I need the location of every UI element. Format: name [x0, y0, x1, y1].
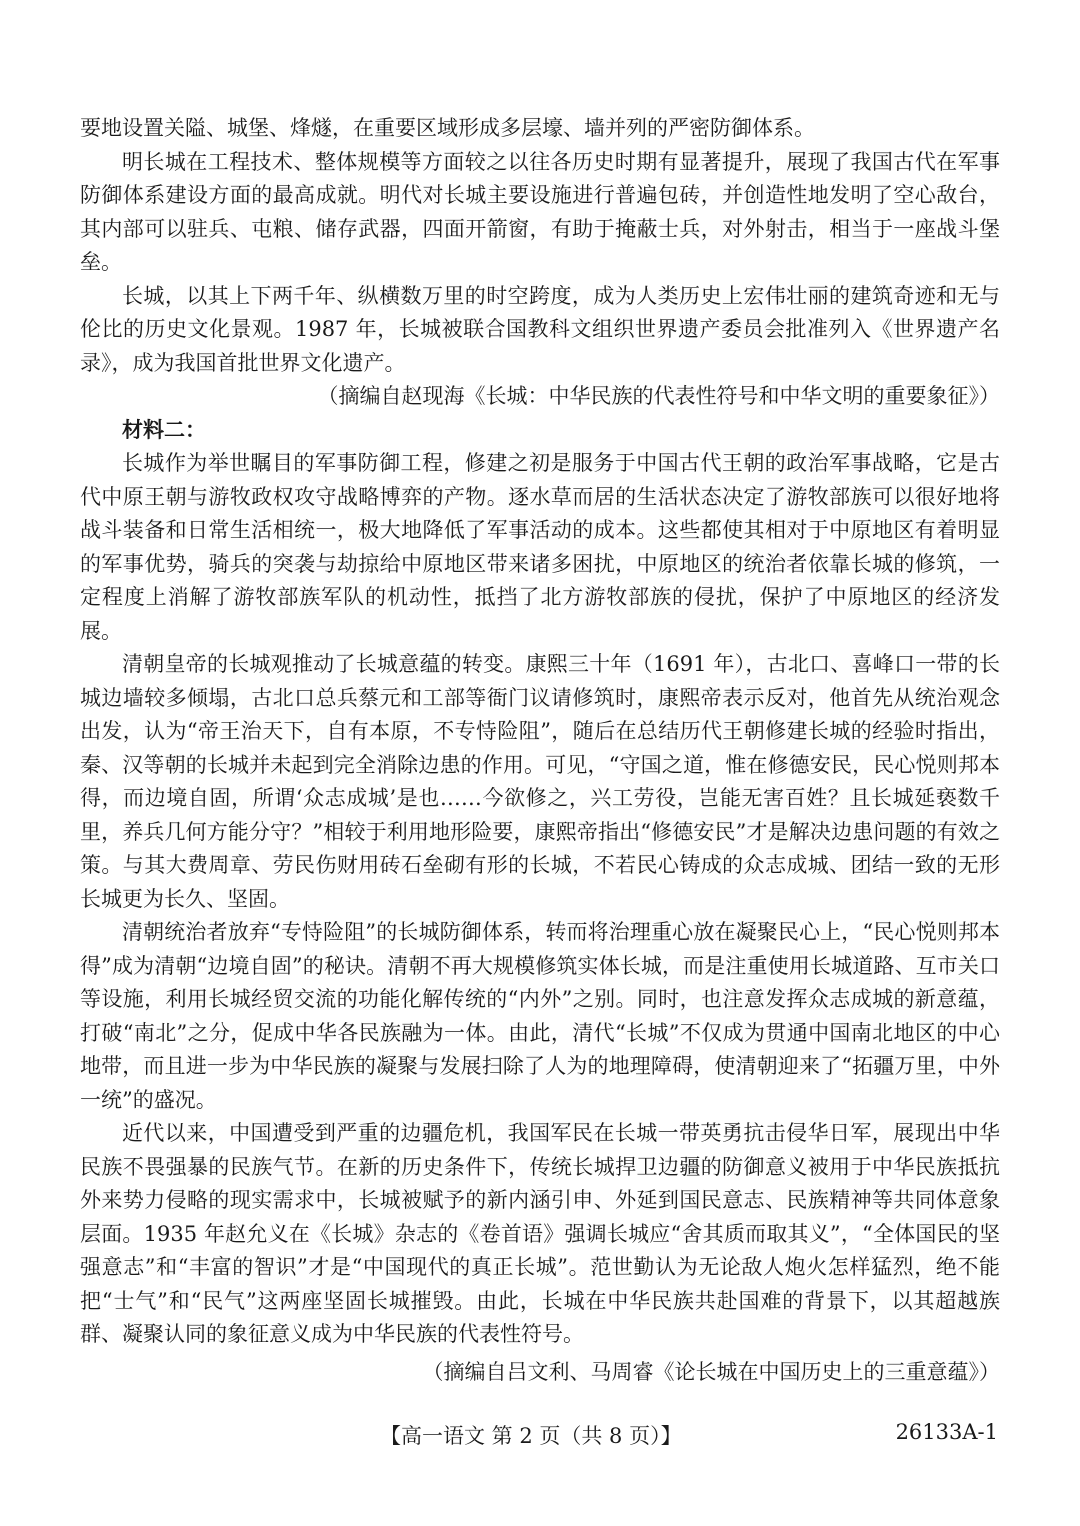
paragraph-military-defense: 长城作为举世瞩目的军事防御工程，修建之初是服务于中国古代王朝的政治军事战略，它是古代中原王朝与游牧政权攻守战略博弈的产物。逐水草而居的生活状态决定了游牧部族可以很好地将战斗装备和日常生活相统一，极大地降低了军事活动的成本。这些都使其相对于中原地区有着明显的军事优势，骑兵的突袭与劫掠给中原地区带来诸多困扰，中原地区的统治者依靠长城的修筑，一定程度上消解了游牧部族军队的机动性，抵挡了北方游牧部族的侵扰，保护了中原地区的经济发展。 [80, 451, 1000, 643]
paragraph-world-heritage: 长城，以其上下两千年、纵横数万里的时空跨度，成为人类历史上宏伟壮丽的建筑奇迹和无与伦比的历史文化景观。1987 年，长城被联合国教科文组织世界遗产委员会批准列入《世界遗产名录》，成为我国首批世界文化遗产。 [80, 283, 1000, 375]
material-two-heading: 材料二： [122, 417, 206, 442]
source-citation-2: （摘编自吕文利、马周睿《论长城在中国历史上的三重意蕴》） [422, 1359, 1000, 1384]
paragraph-modern-symbol: 近代以来，中国遭受到严重的边疆危机，我国军民在长城一带英勇抗击侵华日军，展现出中华民族不畏强暴的民族气节。在新的历史条件下，传统长城捍卫边疆的防御意义被用于中华民族抵抗外来势力侵略的现实需求中，长城被赋予的新内涵引申、外延到国民意志、民族精神等共同体意象层面。1935 年赵允义在《长城》杂志的《卷首语》强调长城应“舍其质而取其义”，“全体国民的坚强意志”和“丰富的智识”才是“中国现代的真正长城”。范世勤认为无论敌人炮火怎样猛烈，绝不能把“士气”和“民气”这两座坚固长城摧毁。由此，长城在中华民族共赴国难的背景下，以其超越族群、凝聚认同的象征意义成为中华民族的代表性符号。 [80, 1121, 1000, 1346]
footer-page-number: 【高一语文 第 2 页（共 8 页）】 [380, 1424, 682, 1448]
source-citation-1: （摘编自赵现海《长城：中华民族的代表性符号和中华文明的重要象征》） [317, 384, 1000, 408]
paragraph-qing-emperor-view: 清朝皇帝的长城观推动了长城意蕴的转变。康熙三十年（1691 年），古北口、喜峰口一带的长城边墙较多倾塌，古北口总兵蔡元和工部等衙门议请修筑时，康熙帝表示反对，他首先从统治观念出发，认为“帝王治天下，自有本原，不专恃险阻”，随后在总结历代王朝修建长城的经验时指出，秦、汉等朝的长城并未起到完全消除边患的作用。可见，“守国之道，惟在修德安民，民心悦则邦本得，而边境自固，所谓‘众志成城’是也……今欲修之，兴工劳役，岂能无害百姓？且长城延亵数千里，养兵几何方能分守？”相较于利用地形险要，康熙帝指出“修德安民”才是解决边患问题的有效之策。与其大费周章、劳民伤财用砖石垒砌有形的长城，不若民心铸成的众志成城、团结一致的无形长城更为长久、坚固。 [80, 652, 1000, 911]
page-footer [0, 1420, 1080, 1460]
document-body [80, 112, 1000, 1389]
paragraph-continuation: 要地设置关隘、城堡、烽燧，在重要区域形成多层壕、墙并列的严密防御体系。 [80, 116, 815, 140]
footer-exam-code: 26133A-1 [895, 1420, 998, 1444]
paragraph-qing-governance: 清朝统治者放弃“专恃险阻”的长城防御体系，转而将治理重心放在凝聚民心上，“民心悦则邦本得”成为清朝“边境自固”的秘诀。清朝不再大规模修筑实体长城，而是注重使用长城道路、互市关口等设施，利用长城经贸交流的功能化解传统的“内外”之别。同时，也注意发挥众志成城的新意蕴，打破“南北”之分，促成中华各民族融为一体。由此，清代“长城”不仅成为贯通中国南北地区的中心地带，而且进一步为中华民族的凝聚与发展扫除了人为的地理障碍，使清朝迎来了“拓疆万里，中外一统”的盛况。 [80, 920, 1000, 1112]
paragraph-ming-great-wall: 明长城在工程技术、整体规模等方面较之以往各历史时期有显著提升，展现了我国古代在军事防御体系建设方面的最高成就。明代对长城主要设施进行普遍包砖，并创造性地发明了空心敌台，其内部可以驻兵、屯粮、储存武器，四面开箭窗，有助于掩蔽士兵，对外射击，相当于一座战斗堡垒。 [80, 149, 1000, 274]
